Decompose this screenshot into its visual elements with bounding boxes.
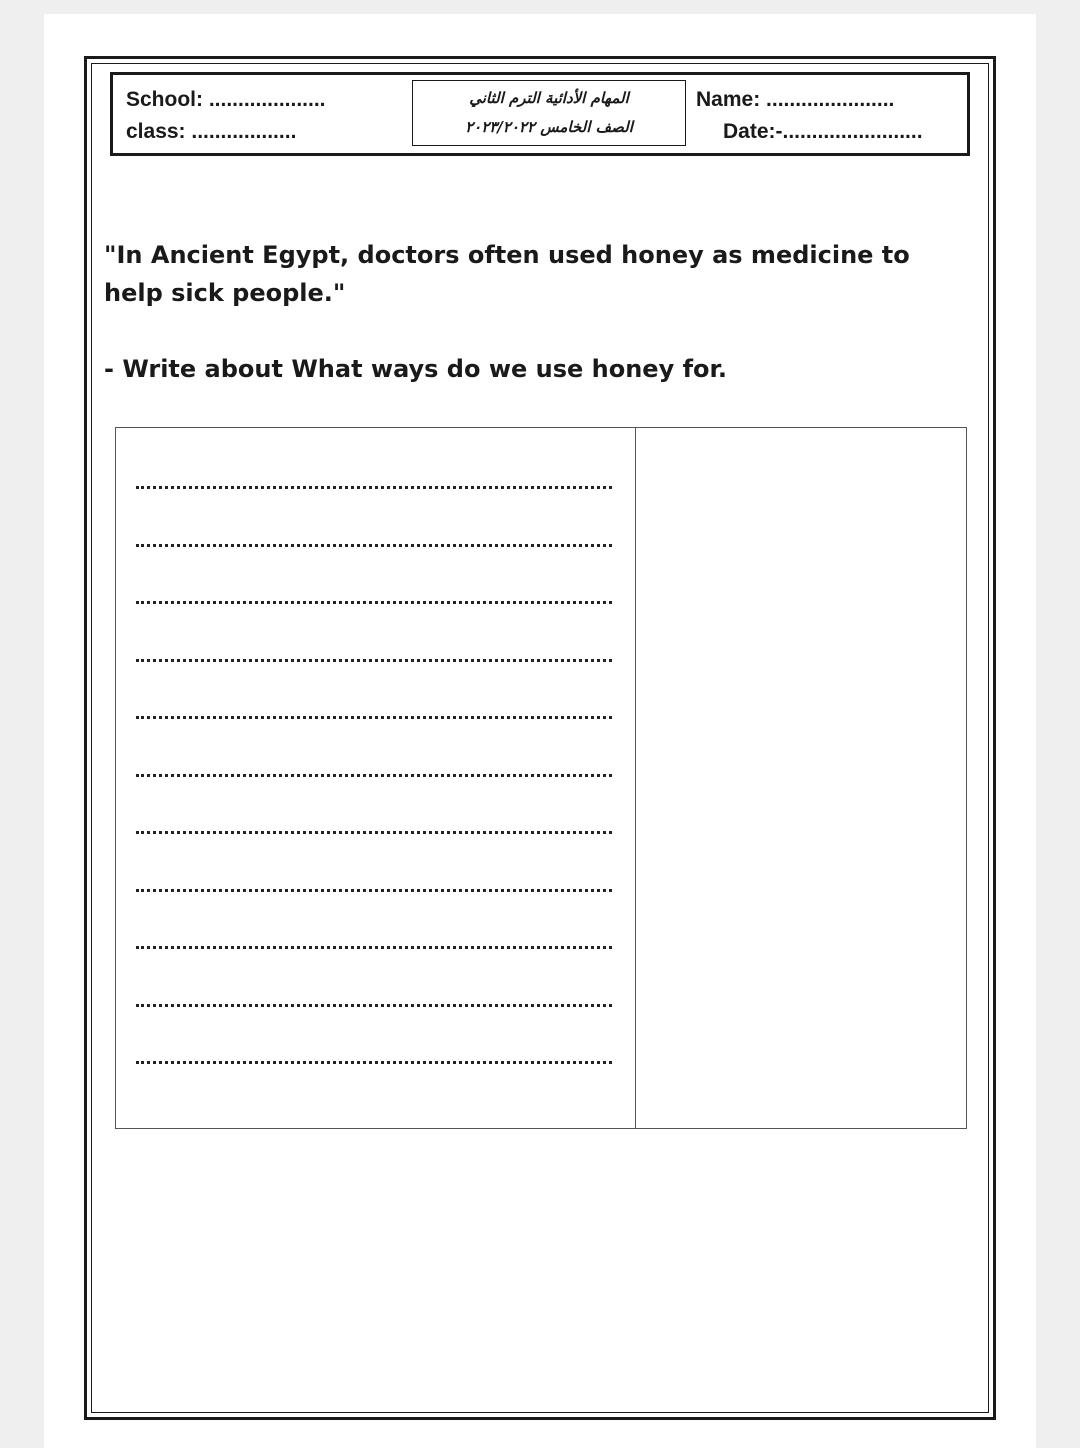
writing-line[interactable] xyxy=(136,946,612,949)
arabic-title-line-2: الصف الخامس ٢٠٢٣/٢٠٢٢ xyxy=(465,118,633,136)
writing-line[interactable] xyxy=(136,659,612,662)
writing-line[interactable] xyxy=(136,1004,612,1007)
writing-line[interactable] xyxy=(136,601,612,604)
writing-line[interactable] xyxy=(136,831,612,834)
arabic-title-line-1: المهام الأدائية الترم الثاني xyxy=(469,89,629,107)
writing-line[interactable] xyxy=(136,716,612,719)
name-field[interactable]: Name: ...................... xyxy=(696,88,895,111)
writing-line[interactable] xyxy=(136,544,612,547)
worksheet-page xyxy=(44,14,1036,1448)
writing-table xyxy=(115,427,967,1129)
class-field[interactable]: class: .................. xyxy=(126,120,297,143)
school-field[interactable]: School: .................... xyxy=(126,88,326,111)
arabic-title-box xyxy=(412,80,686,146)
writing-line[interactable] xyxy=(136,1061,612,1064)
task-instruction: - Write about What ways do we use honey for. xyxy=(104,355,728,383)
writing-line[interactable] xyxy=(136,889,612,892)
writing-line[interactable] xyxy=(136,486,612,489)
date-field[interactable]: Date:-........................ xyxy=(723,120,923,143)
quote-text: "In Ancient Egypt, doctors often used honey as medicine to help sick people." xyxy=(104,241,910,307)
header-box xyxy=(110,72,970,156)
writing-line[interactable] xyxy=(136,774,612,777)
column-divider xyxy=(635,428,636,1128)
